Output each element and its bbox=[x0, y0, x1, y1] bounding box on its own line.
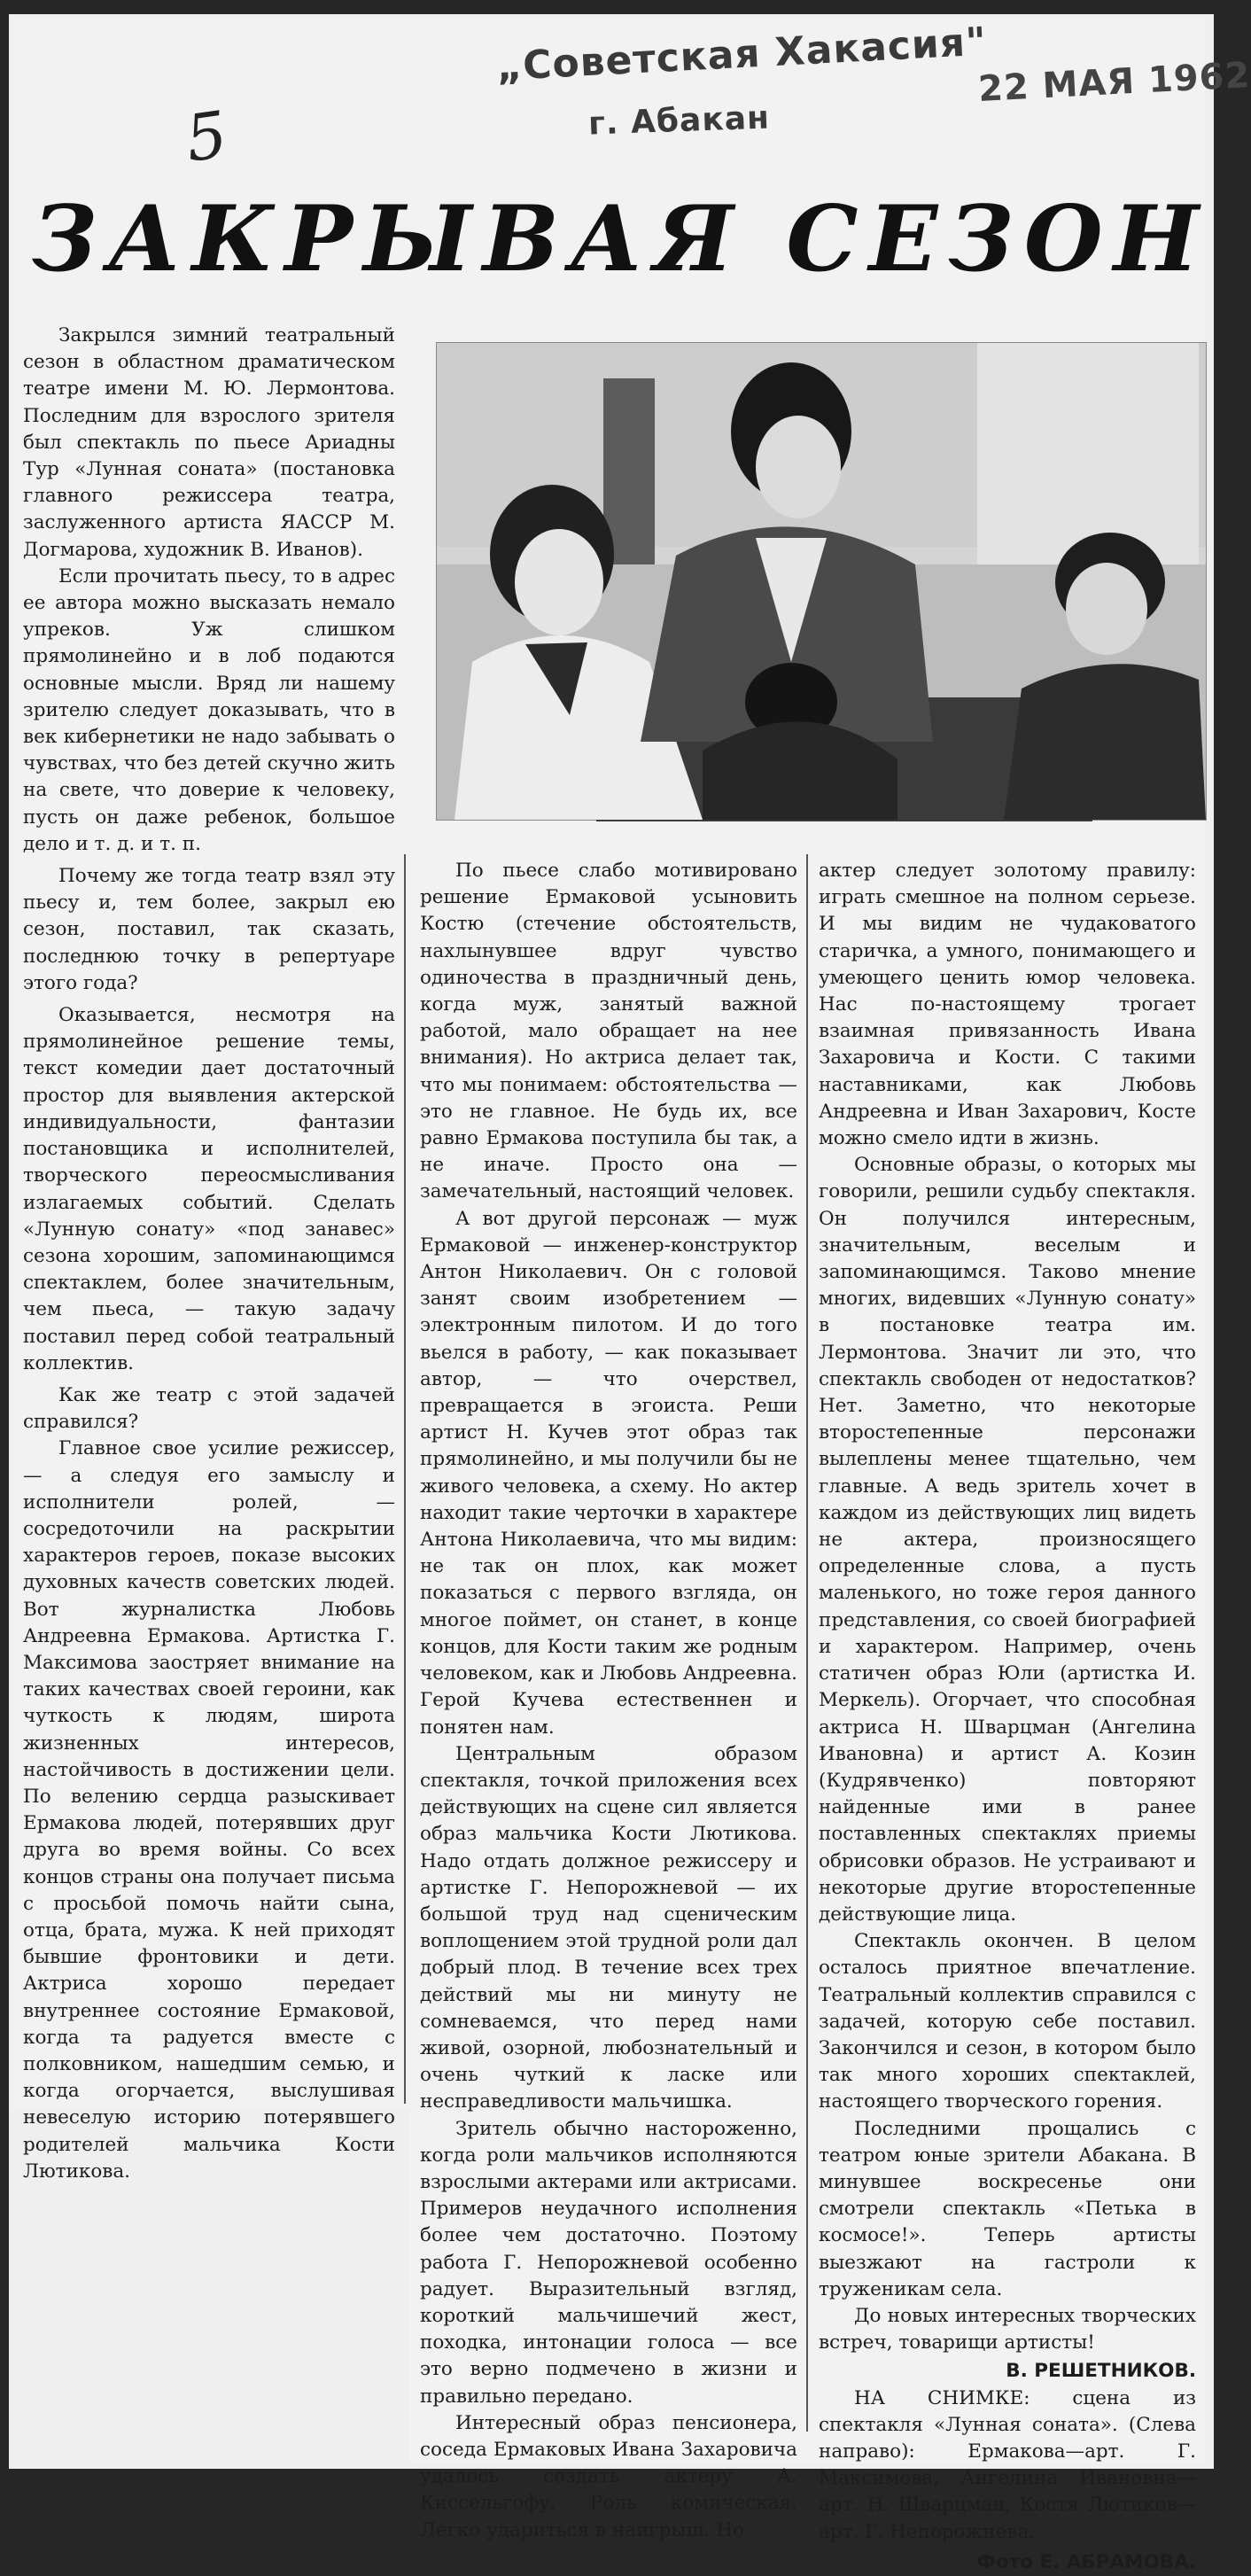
paragraph: Зритель обычно настороженно, когда роли мальчиков исполняются взрослыми актерами или актрисами. Примеров неудачного исполнения более чем достаточно. Поэтому работа Г. Непорожневой особенно радует. Выразительный взгляд, короткий мальчишечий жест, походка, интонации голоса — все это верно подмечено в жизни и правильно передано. bbox=[420, 2117, 797, 2408]
paragraph: Спектакль окончен. В целом осталось приятное впечатление. Театральный коллектив справился с задачей, которую себе поставил. Закончился и сезон, в котором было так много хороших спектаклей, настоящего творческого горения. bbox=[819, 1930, 1196, 2113]
article-column-3 bbox=[819, 858, 1196, 2573]
paragraph: Оказывается, несмотря на прямолинейное решение темы, текст комедии дает достаточный простор для выявления актерской индивидуальности, фантазии постановщика и исполнителей, творческого переосмысливания излагаемых событий. Сделать «Лунную сонату» «под занавес» сезона хорошим, запоминающимся спектаклем, более значительным, чем пьеса, — такую задачу поставил перед собой театральный коллектив. bbox=[23, 1004, 395, 1374]
author-signature: В. РЕШЕТНИКОВ. bbox=[1006, 2360, 1196, 2383]
article-column-2 bbox=[420, 858, 797, 2541]
handwritten-page-number: 5 bbox=[181, 97, 233, 176]
theater-scene-illustration bbox=[437, 343, 1206, 820]
column-rule-2 bbox=[806, 854, 808, 2432]
date-stamp: 22 МАЯ 1962 bbox=[977, 54, 1251, 111]
paragraph: Основные образы, о которых мы говорили, решили судьбу спектакля. Он получился интересным, значительным, веселым и запоминающимся. Таково мнение многих, видевших «Лунную сонату» в постановке театра им. Лермонтова. Значит ли это, что спектакль свободен от недостатков? Нет. Заметно, что некоторые второстепенные персонажи вылеплены менее тщательно, чем главные. А ведь зритель хочет в каждом из действующих лиц видеть не актера, произносящего определенные слова, а пусть маленького, но тоже героя данного представления, со своей биографией и характером. Например, очень статичен образ Юли (артистка И. Меркель). Огорчает, что способная актриса Н. Шварцман (Ангелина Ивановна) и артист А. Козин (Кудрявченко) повторяют найденные ими в ранее поставленных спектаклях приемы обрисовки образов. Не устраивают и некоторые другие второстепенные действующие лица. bbox=[819, 1154, 1196, 1926]
paragraph: Как же театр с этой задачей справился? bbox=[23, 1383, 395, 1434]
column-rule-1 bbox=[404, 854, 406, 2104]
article-photo bbox=[436, 342, 1207, 821]
article-column-1 bbox=[23, 323, 395, 2183]
paragraph: По пьесе слабо мотивировано решение Ермаковой усыновить Костю (стечение обстоятельств, нахлынувшее вдруг чувство одиночества в праздничный день, когда муж, занятый важной работой, мало обращает на нее внимания). Но актриса делает так, что мы понимаем: обстоятельства — это не главное. Не будь их, все равно Ермакова поступила бы так, а не иначе. Просто она — замечательный, настоящий человек. bbox=[420, 860, 797, 1203]
paragraph: Главное свое усилие режиссер, — а следуя его замыслу и исполнители ролей, — сосредоточили на раскрытии характеров героев, показе высоких духовных качеств советских людей. Вот журналистка Любовь Андреевна Ермакова. Артистка Г. Максимова заостряет внимание на таких качествах своей героини, как чуткость к людям, широта жизненных интересов, настойчивость в достижении цели. По велению сердца разыскивает Ермакова людей, потерявших друг друга во время войны. Со всех концов страны она получает письма с просьбой помочь найти сына, отца, брата, мужа. К ней приходят бывшие фронтовики и дети. Актриса хорошо передает внутреннее состояние Ермаковой, когда та радуется вместе с полковником, нашедшим семью, и когда огорчается, выслушивая невеселую историю потерявшего родителей мальчика Кости Лютикова. bbox=[23, 1437, 395, 2183]
paragraph: Центральным образом спектакля, точкой приложения всех действующих на сцене сил является образ мальчика Кости Лютикова. Надо отдать должное режиссеру и артистке Г. Непорожневой — их большой труд над сценическим воплощением этой трудной роли дал добрый плод. В течение всех трех действий мы ни минуту не сомневаемся, что перед нами живой, озорной, любознательный и очень чуткий к ласке или несправедливости мальчишка. bbox=[420, 1742, 797, 2113]
newspaper-name-stamp: „Советская Хакасия" bbox=[495, 19, 989, 90]
headline: ЗАКРЫВАЯ СЕЗОН bbox=[32, 186, 1210, 292]
paragraph: А вот другой персонаж — муж Ермаковой — инженер-конструктор Антон Николаевич. Он с головой занят своим изобретением — электронным пилотом. И до того вьелся в работу, — как показывает автор, — что очерствел, превращается в эгоиста. Реши артист Н. Кучев этот образ так прямолинейно, и мы получили бы не живого человека, а схему. Но актер находит такие черточки в характере Антона Николаевича, что мы видим: не так он плох, как может показаться с первого взгляда, он многое поймет, он станет, в конце концов, для Кости таким же родным человеком, как и Любовь Андреевна. Герой Кучева естественнен и понятен нам. bbox=[420, 1207, 797, 1739]
photo-caption: НА СНИМКЕ: сцена из спектакля «Лунная соната». (Слева направо): Ермакова—арт. Г. Максимова, Ангелина Ивановна—арт. Н. Шварцман, Костя Лютиков—арт. Г. Непорожнева. bbox=[819, 2386, 1196, 2543]
paragraph: До новых интересных творческих встреч, товарищи артисты! bbox=[819, 2304, 1196, 2354]
paragraph: Почему же тогда театр взял эту пьесу и, тем более, закрыл ею сезон, поставил, так сказать, последнюю точку в репертуаре этого года? bbox=[23, 865, 395, 994]
paragraph: Закрылся зимний театральный сезон в областном драматическом театре имени М. Ю. Лермонтова. Последним для взрослого зрителя был спектакль по пьесе Ариадны Тур «Лунная соната» (постановка главного режиссера театра, заслуженного артиста ЯАССР М. Догмарова, художник В. Иванов). bbox=[23, 324, 395, 561]
photo-credit: Фото Е. АБРАМОВА. bbox=[976, 2550, 1196, 2573]
paragraph: Если прочитать пьесу, то в адрес ее автора можно высказать немало упреков. Уж слишком прямолинейно и в лоб подаются основные мысли. Вряд ли нашему зрителю следует доказывать, что в век кибернетики не надо забывать о чувствах, что без детей скучно жить на свете, что доверие к человеку, пусть он даже ребенок, большое дело и т. д. и т. п. bbox=[23, 564, 395, 855]
boy-body bbox=[1004, 664, 1206, 820]
paragraph: актер следует золотому правилу: играть смешное на полном серьезе. И мы видим не чудаковатого старичка, а умного, понимающего и умеющего ценить юмор человека. Нас по-настоящему трогает взаимная привязанность Ивана Захаровича и Кости. С такими наставниками, как Любовь Андреевна и Иван Захарович, Косте можно смело идти в жизнь. bbox=[819, 860, 1196, 1150]
city-stamp: г. Абакан bbox=[587, 99, 771, 143]
paragraph: Интересный образ пенсионера, соседа Ермаковых Ивана Захаровича удалось создать актеру А. Киссельгофу. Роль комическая. Легко удариться в наигрыш. Но bbox=[420, 2411, 797, 2541]
paragraph: Последними прощались с театром юные зрители Абакана. В минувшее воскресенье они смотрели спектакль «Петька в космосе!». Теперь артисты выезжают на гастроли к труженикам села. bbox=[819, 2117, 1196, 2300]
